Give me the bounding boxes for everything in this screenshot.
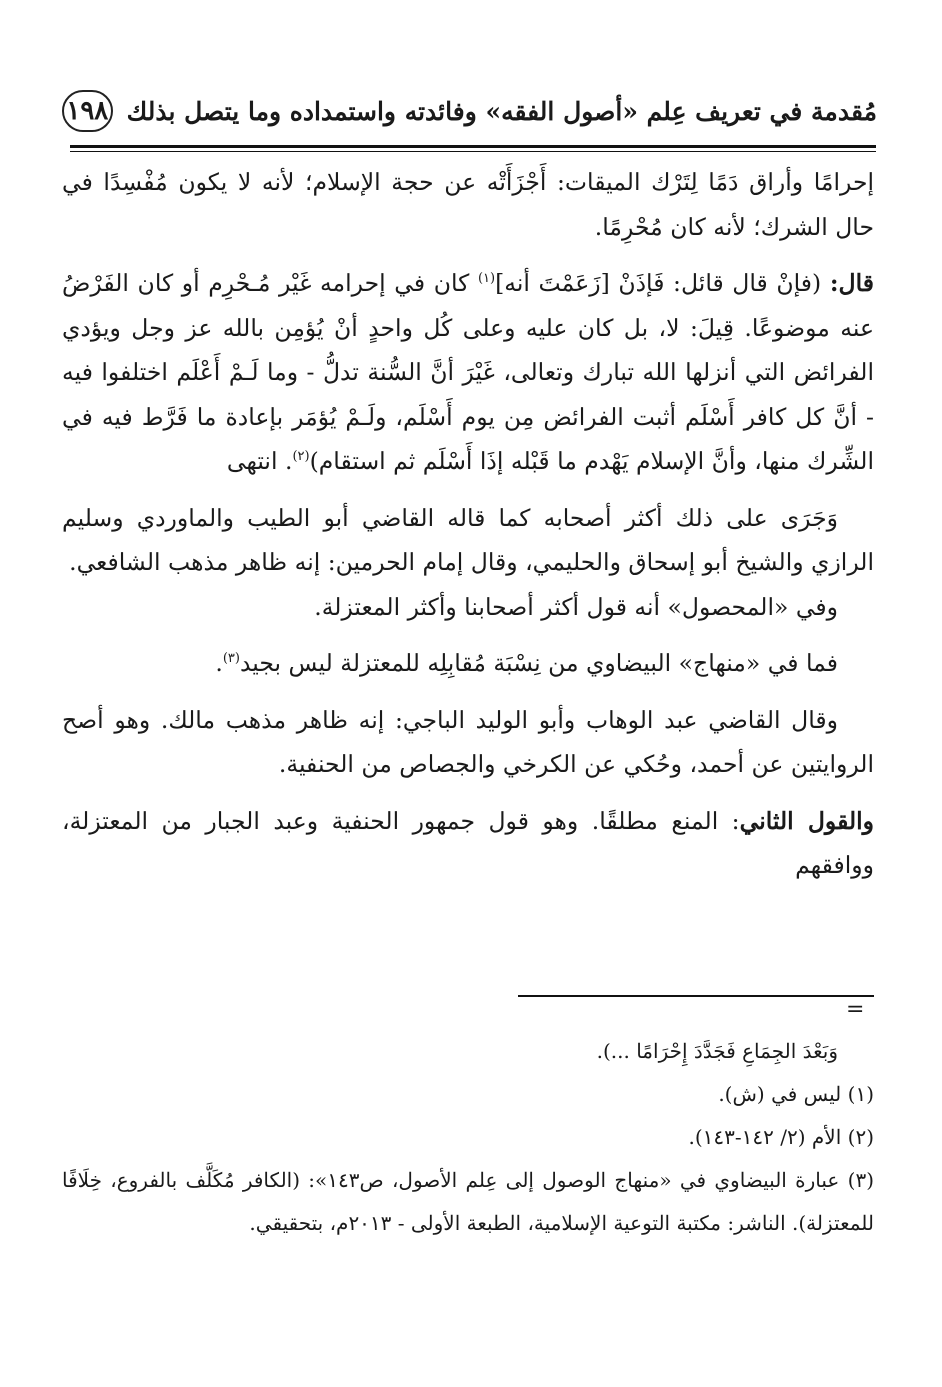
paragraph-5-end: . xyxy=(215,649,223,677)
paragraph-4-text: وفي «المحصول» أنه قول أكثر أصحابنا وأكثر المعتزلة. xyxy=(314,592,838,621)
footnote-3: (٣) عبارة البيضاوي في «منهاج الوصول إلى عِلم الأصول، ص١٤٣»: (الكافر مُكَلَّف بالفروع، خِلَافًا للمعتزلة). الناشر: مكتبة التوعية الإسلامية، الطبعة الأولى - ٢٠١٣م، بتحقيقي. xyxy=(62,1168,874,1235)
footnote-ref-2: (٢) xyxy=(292,449,310,465)
paragraph-1-text: إحرامًا وأراق دَمًا لِتَرْك الميقات: أَجْزَأَتْه عن حجة الإسلام؛ لأنه لا يكون مُفْسِدًا في حال الشرك؛ لأنه كان مُحْرِمًا. xyxy=(62,168,874,241)
paragraph-2-text-b: كان في إحرامه غَيْر مُـحْرِم أو كان الفَرْضُ عنه موضوعًا. قِيلَ: لا، بل كان عليه وعلى كُل واحدٍ أنْ يُؤمِن بالله عز وجل ويؤدي الفرائض التي أنزلها الله تبارك وتعالى، غَيْرَ أنَّ السُّنة تدلُّ - وما لَـمْ أَعْلَم اختلفوا فيه - أنَّ كل كافر أَسْلَم أثبت الفرائض مِن يوم أَسْلَم، ولَـمْ يُؤمَر بإعادة ما فَرَّط فيه في الشِّرك منها، وأنَّ الإسلام يَهْدم ما قَبْله إذَا أَسْلَم ثم استقام) xyxy=(62,269,874,475)
paragraph-2-label: قال: xyxy=(829,269,874,297)
footnote-1: (١) ليس في (ش). xyxy=(718,1082,874,1106)
paragraph-2-text-c: . انتهى xyxy=(226,447,293,475)
paragraph-7-text: : المنع مطلقًا. وهو قول جمهور الحنفية وعبد الجبار من المعتزلة، ووافقهم xyxy=(62,806,874,879)
header-rule-thin xyxy=(70,151,876,152)
running-title: مُقدمة في تعريف عِلم «أصول الفقه» وفائدته واستمداده وما يتصل بذلك xyxy=(126,96,877,126)
footnote-continuation-mark: = xyxy=(846,997,865,1022)
paragraph-5 xyxy=(62,641,874,686)
paragraph-2 xyxy=(62,261,874,484)
paragraph-7 xyxy=(62,799,874,888)
footnote-ref-1: (١) xyxy=(477,271,496,287)
main-text xyxy=(62,160,874,888)
footnote-continuation: وَبَعْدَ الجِمَاعِ فَجَدَّدَ إِحْرَامًا ...). xyxy=(596,1039,838,1063)
paragraph-6 xyxy=(62,698,874,787)
paragraph-5-text: فما في «منهاج» البيضاوي من نِسْبَة مُقابِلِه للمعتزلة ليس بجيد xyxy=(239,649,838,677)
page-number-badge: ١٩٨ xyxy=(62,90,113,132)
page-header xyxy=(62,86,877,136)
footnote-2: (٢) الأم (٢/ ١٤٢-١٤٣). xyxy=(688,1125,874,1149)
header-rule-thick xyxy=(70,145,876,148)
paragraph-6-text: وقال القاضي عبد الوهاب وأبو الوليد الباجي: إنه ظاهر مذهب مالك. وهو أصح الروايتين عن أحمد، وحُكي عن الكرخي والجصاص من الحنفية. xyxy=(62,705,874,778)
footnotes xyxy=(62,1030,874,1245)
paragraph-4 xyxy=(62,585,874,630)
footnote-ref-3: (٣) xyxy=(222,651,240,667)
paragraph-7-label: والقول الثاني xyxy=(739,806,874,835)
paragraph-2-text-a: (فإنْ قال قائل: فَإذَنْ [زَعَمْتَ أنه] xyxy=(495,269,822,297)
paragraph-3-text: وَجَرَى على ذلك أكثر أصحابه كما قاله القاضي أبو الطيب والماوردي وسليم الرازي والشيخ أبو إسحاق والحليمي، وقال إمام الحرمين: إنه ظاهر مذهب الشافعي. xyxy=(62,503,874,576)
paragraph-1 xyxy=(62,160,874,249)
footnote-separator xyxy=(518,995,874,997)
paragraph-3 xyxy=(62,496,874,585)
